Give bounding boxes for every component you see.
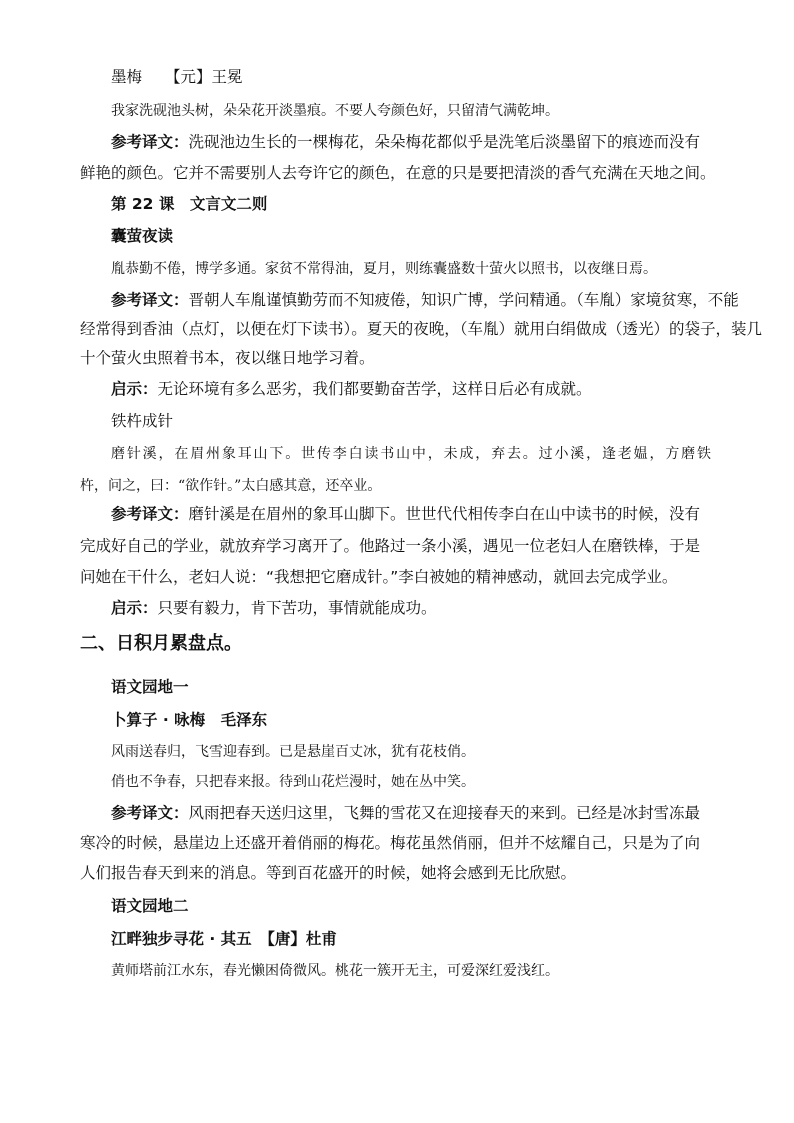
classical-text: 磨针溪，在眉州象耳山下。世传李白读书山中，未成，弃去。过小溪，逢老媪，方磨铁: [111, 446, 711, 462]
poem-line: 黄师塔前江水东，春光懒困倚微风。桃花一簇开无主，可爱深红爱浅红。: [111, 963, 559, 979]
translation-text: 晋朝人车胤谨慎勤劳而不知疲倦，知识广博，学问精通。（车胤）家境贫寒，不能: [188, 291, 739, 309]
poem-line: 俏也不争春，只把春来报。待到山花烂漫时，她在丛中笑。: [111, 774, 475, 790]
hint-label: 启示：: [111, 599, 158, 617]
translation-line: 问她在干什么，老妇人说：“我想把它磨成针。”李白被她的精神感动，就回去完成学业。: [80, 568, 678, 586]
translation-line: 十个萤火虫照着书本，夜以继日地学习着。: [80, 349, 375, 367]
translation-text: 磨针溪是在眉州的象耳山脚下。世世代代相传李白在山中读书的时候，没有: [188, 505, 701, 523]
translation-label: 参考译文：: [111, 505, 189, 523]
lesson-heading: 第 22 课 文言文二则: [111, 195, 268, 213]
translation-label: 参考译文：: [111, 291, 189, 309]
poem-line: 风雨送春归，飞雪迎春到。已是悬崖百丈冰，犹有花枝俏。: [111, 744, 475, 760]
translation-line: [111, 504, 700, 524]
garden-title: 语文园地二: [111, 897, 189, 915]
hint-text: 无论环境有多么恶劣，我们都要勤奋苦学，这样日后必有成就。: [157, 380, 592, 398]
classical-text: 胤恭勤不倦，博学多通。家贫不常得油，夏月，则练囊盛数十萤火以照书，以夜继日焉。: [111, 261, 657, 277]
translation-line: 寒冷的时候，悬崖边上还盛开着俏丽的梅花。梅花虽然俏丽，但并不炫耀自己，只是为了向: [80, 834, 701, 852]
translation-line: 完成好自己的学业，就放弃学习离开了。他路过一条小溪，遇见一位老妇人在磨铁棒，于是: [80, 537, 701, 555]
poem-title-yongmei: 卜算子 · 咏梅 毛泽东: [111, 711, 268, 729]
translation-text: 风雨把春天送归这里，飞舞的雪花又在迎接春天的来到。已经是冰封雪冻最: [188, 804, 701, 822]
translation-line: [111, 132, 700, 152]
section-heading: 二、日积月累盘点。: [80, 633, 242, 654]
hint-label: 启示：: [111, 380, 158, 398]
poem-title-moumei: [111, 67, 242, 87]
poem-author: 【元】王冕: [164, 68, 243, 86]
classical-text: 杵，问之，曰：“欲作针。”太白感其意，还卒业。: [80, 478, 382, 494]
translation-line: [111, 803, 700, 823]
poem-text: 我家洗砚池头树，朵朵花开淡墨痕。不要人夸颜色好，只留清气满乾坤。: [111, 103, 559, 119]
text-title-nangying: 囊萤夜读: [111, 227, 174, 245]
hint-line: [111, 598, 437, 618]
translation-line: 经常得到香油（点灯，以便在灯下读书）。夏天的夜晚，（车胤）就用白绢做成（透光）的袋子，装几: [80, 320, 763, 338]
translation-label: 参考译文：: [111, 133, 189, 151]
poem-title-text: 墨梅: [111, 68, 143, 86]
poem-title-jiangpan: 江畔独步寻花 · 其五 【唐】杜甫: [111, 930, 337, 948]
garden-title: 语文园地一: [111, 678, 189, 696]
hint-line: [111, 379, 592, 399]
text-title-tiechu: 铁杵成针: [111, 412, 174, 430]
translation-line: [111, 290, 739, 310]
translation-label: 参考译文：: [111, 804, 189, 822]
translation-text: 洗砚池边生长的一棵梅花，朵朵梅花都似乎是洗笔后淡墨留下的痕迹而没有: [188, 133, 701, 151]
hint-text: 只要有毅力，肯下苦功，事情就能成功。: [157, 599, 437, 617]
translation-line: 鲜艳的颜色。它并不需要别人去夸许它的颜色，在意的只是要把清淡的香气充满在天地之间。: [80, 164, 716, 182]
translation-line: 人们报告春天到来的消息。等到百花盛开的时候，她将会感到无比欣慰。: [80, 864, 577, 882]
